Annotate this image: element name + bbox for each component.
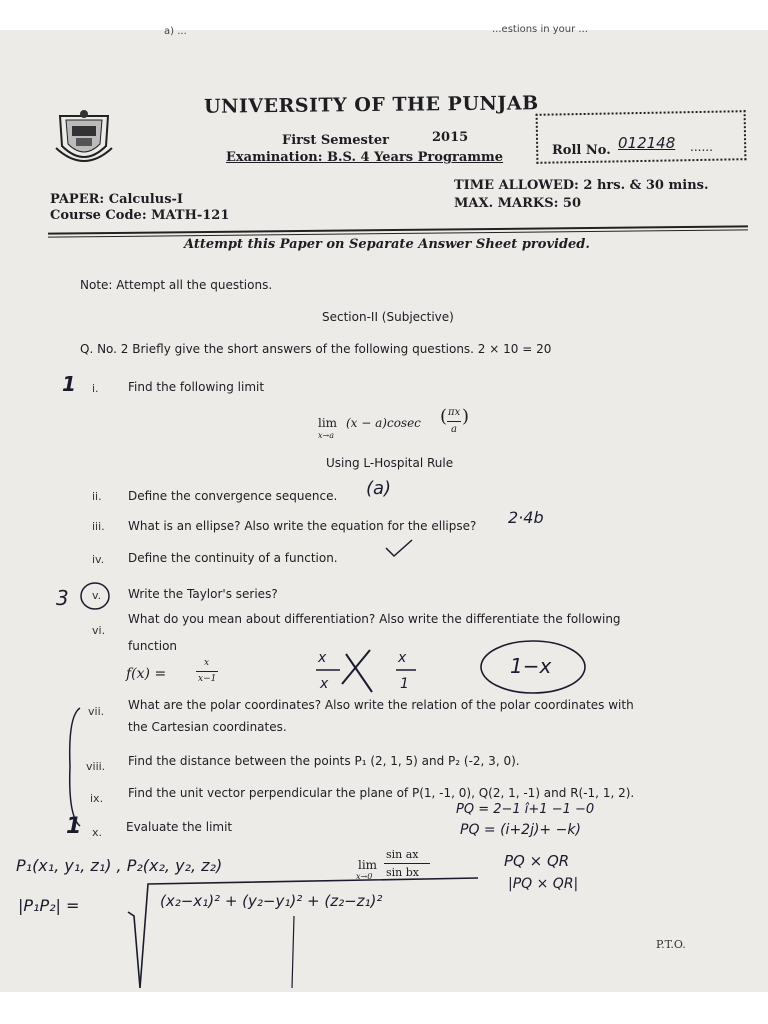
hand-pq-line2: PQ = (i+2j)+ −k) bbox=[460, 822, 581, 838]
q6-frac-den: x−1 bbox=[198, 674, 217, 684]
roll-number-value: 012148 bbox=[618, 134, 676, 152]
q10-lim-sub: x→0 bbox=[356, 872, 373, 881]
q1-limit-expression: (x − a)cosec bbox=[346, 416, 421, 430]
question-continuation: the Cartesian coordinates. bbox=[128, 720, 287, 734]
top-fragment-right: ...estions in your ... bbox=[492, 24, 588, 35]
hand-scribble-icon bbox=[312, 644, 422, 700]
hand-pqxqr-mag: |PQ × QR| bbox=[508, 876, 579, 892]
hand-circled-answer: 1−x bbox=[510, 654, 552, 678]
q1-frac-den: a bbox=[451, 424, 457, 435]
hand-bracket-icon bbox=[64, 706, 84, 828]
examination-label: Examination: B.S. 4 Years Programme bbox=[226, 150, 504, 165]
question-number: vi. bbox=[92, 624, 106, 637]
question-number: ii. bbox=[92, 490, 102, 503]
page-turn-over: P.T.O. bbox=[656, 938, 686, 951]
hand-mark-3: 3 bbox=[56, 586, 69, 610]
q1-paren-open: ( bbox=[440, 406, 448, 427]
question-text: Define the continuity of a function. bbox=[128, 551, 338, 565]
q1-rule-text: Using L-Hospital Rule bbox=[326, 456, 454, 470]
question-text: Evaluate the limit bbox=[126, 820, 233, 834]
hand-distance-lhs: |P₁P₂| = bbox=[18, 896, 80, 915]
question-number: viii. bbox=[86, 760, 106, 773]
question-text: What is an ellipse? Also write the equation for the ellipse? bbox=[128, 519, 477, 533]
semester-label: First Semester bbox=[282, 133, 389, 148]
question-number: iii. bbox=[92, 520, 105, 533]
question-text: What are the polar coordinates? Also write the relation of the polar coordinates with bbox=[128, 698, 634, 712]
question-text: Find the following limit bbox=[128, 380, 265, 394]
question-text: Write the Taylor's series? bbox=[128, 587, 278, 601]
q10-lim: lim bbox=[358, 858, 378, 872]
q6-fx: f(x) = bbox=[126, 666, 167, 682]
hand-frac-c: x bbox=[398, 650, 407, 666]
course-code-label: Course Code: MATH-121 bbox=[50, 208, 230, 223]
note-line: Note: Attempt all the questions. bbox=[80, 278, 273, 292]
question-heading: Q. No. 2 Briefly give the short answers of the following questions. 2 × 10 = 20 bbox=[80, 342, 552, 356]
university-crest-icon bbox=[52, 108, 116, 170]
hand-frac-d: 1 bbox=[400, 676, 409, 692]
question-number: v. bbox=[92, 589, 102, 602]
question-number: iv. bbox=[92, 553, 105, 566]
question-number: ix. bbox=[90, 792, 104, 805]
q10-frac-den: sin bx bbox=[386, 866, 419, 879]
question-text: Define the convergence sequence. bbox=[128, 489, 338, 503]
q1-frac-num: πx bbox=[448, 407, 461, 418]
question-continuation: function bbox=[128, 639, 178, 653]
university-title: UNIVERSITY OF THE PUNJAB bbox=[203, 92, 539, 118]
question-text: Find the unit vector perpendicular the plane of P(1, -1, 0), Q(2, 1, -1) and R(-1, 1, 2). bbox=[128, 786, 635, 800]
hand-frac-b: x bbox=[320, 676, 329, 692]
question-number: vii. bbox=[88, 705, 105, 718]
question-text: What do you mean about differentiation? Also write the differentiate the following bbox=[128, 612, 621, 626]
q10-frac-bar bbox=[384, 863, 430, 864]
paper-label: PAPER: Calculus-I bbox=[50, 192, 183, 207]
year-label: 2015 bbox=[432, 130, 469, 145]
question-number: i. bbox=[92, 382, 99, 395]
max-marks-label: MAX. MARKS: 50 bbox=[454, 196, 581, 211]
hand-pq-line1: PQ = 2−1 î+1 −1 −0 bbox=[456, 802, 595, 817]
roll-number-label: Roll No. bbox=[552, 143, 611, 158]
instruction-line: Attempt this Paper on Separate Answer Sheet provided. bbox=[184, 237, 590, 252]
section-heading: Section-II (Subjective) bbox=[322, 310, 454, 324]
roll-number-dots: ...... bbox=[690, 140, 713, 154]
hand-note-q3: 2·4b bbox=[508, 508, 544, 527]
hand-pqxqr: PQ × QR bbox=[504, 852, 570, 870]
hand-mark-1b: 1 bbox=[66, 814, 82, 839]
question-number: x. bbox=[92, 826, 103, 839]
hand-distance-rhs: (x₂−x₁)² + (y₂−y₁)² + (z₂−z₁)² bbox=[160, 892, 383, 910]
time-allowed-label: TIME ALLOWED: 2 hrs. & 30 mins. bbox=[454, 178, 709, 193]
hand-frac-a: x bbox=[318, 650, 327, 666]
hand-note-q2: (a) bbox=[366, 478, 392, 499]
hand-point-coords: P₁(x₁, y₁, z₁) , P₂(x₂, y₂, z₂) bbox=[16, 856, 223, 875]
q1-lim: lim bbox=[318, 416, 338, 430]
q10-frac-num: sin ax bbox=[386, 848, 419, 861]
q6-frac-bar bbox=[196, 671, 218, 672]
q1-frac-bar bbox=[447, 421, 461, 422]
exam-paper bbox=[0, 24, 768, 992]
q6-frac-num: x bbox=[204, 658, 210, 668]
q1-lim-sub: x→a bbox=[318, 431, 334, 440]
q1-paren-close: ) bbox=[462, 406, 470, 427]
checkmark-icon bbox=[384, 538, 414, 560]
top-fragment-left: a) ... bbox=[164, 26, 187, 37]
hand-mark-1: 1 bbox=[62, 372, 76, 396]
question-text: Find the distance between the points P₁ (2, 1, 5) and P₂ (-2, 3, 0). bbox=[128, 754, 520, 768]
